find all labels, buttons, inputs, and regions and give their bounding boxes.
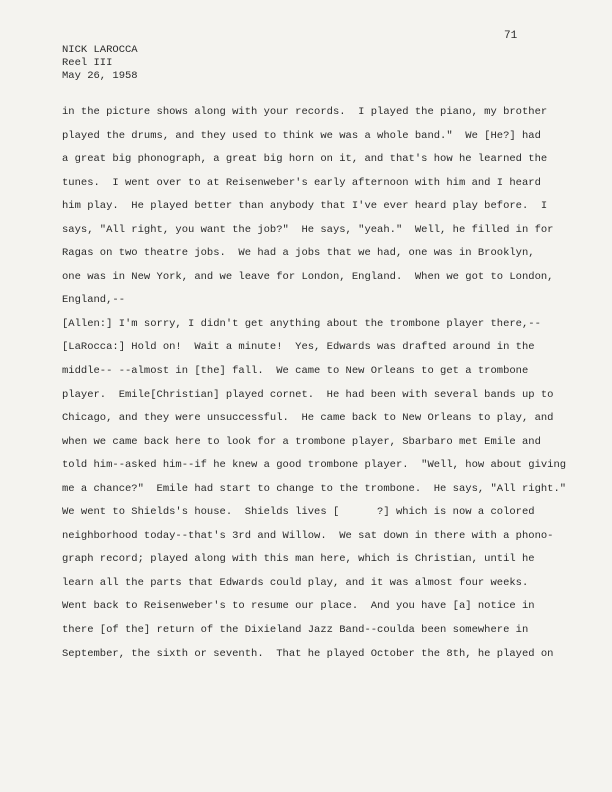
text-line: there [of the] return of the Dixieland Jazz Band--coulda been somewhere in — [62, 624, 529, 637]
text-line: me a chance?" Emile had start to change to the trombone. He says, "All right." — [62, 482, 567, 495]
text-line: told him--asked him--if he knew a good trombone player. "Well, how about giving — [62, 459, 567, 472]
text-line: says, "All right, you want the job?" He says, "yeah." Well, he filled in for — [62, 223, 554, 236]
text-line: September, the sixth or seventh. That he played October the 8th, he played on — [62, 647, 554, 660]
text-line: [Allen:] I'm sorry, I didn't get anything about the trombone player there,-- — [62, 317, 541, 330]
text-line: a great big phonograph, a great big horn on it, and that's how he learned the — [62, 153, 548, 166]
interviewee-name: NICK LAROCCA — [62, 44, 138, 56]
text-line: We went to Shields's house. Shields lives [ ?] which is now a colored — [62, 506, 535, 519]
text-line: Ragas on two theatre jobs. We had a jobs that we had, one was in Brooklyn, — [62, 247, 535, 260]
text-line: him play. He played better than anybody that I've ever heard play before. I — [62, 200, 548, 213]
text-line: Chicago, and they were unsuccessful. He came back to New Orleans to play, and — [62, 412, 554, 425]
reel-label: Reel III — [62, 57, 113, 69]
interview-date: May 26, 1958 — [62, 70, 138, 82]
text-line: learn all the parts that Edwards could play, and it was almost four weeks. — [62, 576, 529, 589]
text-line: when we came back here to look for a trombone player, Sbarbaro met Emile and — [62, 435, 541, 448]
text-line: player. Emile[Christian] played cornet. He had been with several bands up to — [62, 388, 554, 401]
text-line: neighborhood today--that's 3rd and Willow. We sat down in there with a phono- — [62, 529, 554, 542]
text-line: England,-- — [62, 294, 126, 307]
document-header — [62, 44, 138, 83]
page-number: 71 — [504, 30, 518, 42]
text-line: Went back to Reisenweber's to resume our place. And you have [a] notice in — [62, 600, 535, 613]
text-line: middle-- --almost in [the] fall. We came to New Orleans to get a trombone — [62, 365, 529, 378]
text-line: [LaRocca:] Hold on! Wait a minute! Yes, Edwards was drafted around in the — [62, 341, 535, 354]
text-line: one was in New York, and we leave for London, England. When we got to London, — [62, 270, 554, 283]
transcript-body — [62, 101, 567, 666]
text-line: graph record; played along with this man here, which is Christian, until he — [62, 553, 535, 566]
text-line: played the drums, and they used to think we was a whole band." We [He?] had — [62, 129, 541, 142]
text-line: tunes. I went over to at Reisenweber's early afternoon with him and I heard — [62, 176, 541, 189]
text-line: in the picture shows along with your records. I played the piano, my brother — [62, 106, 548, 118]
